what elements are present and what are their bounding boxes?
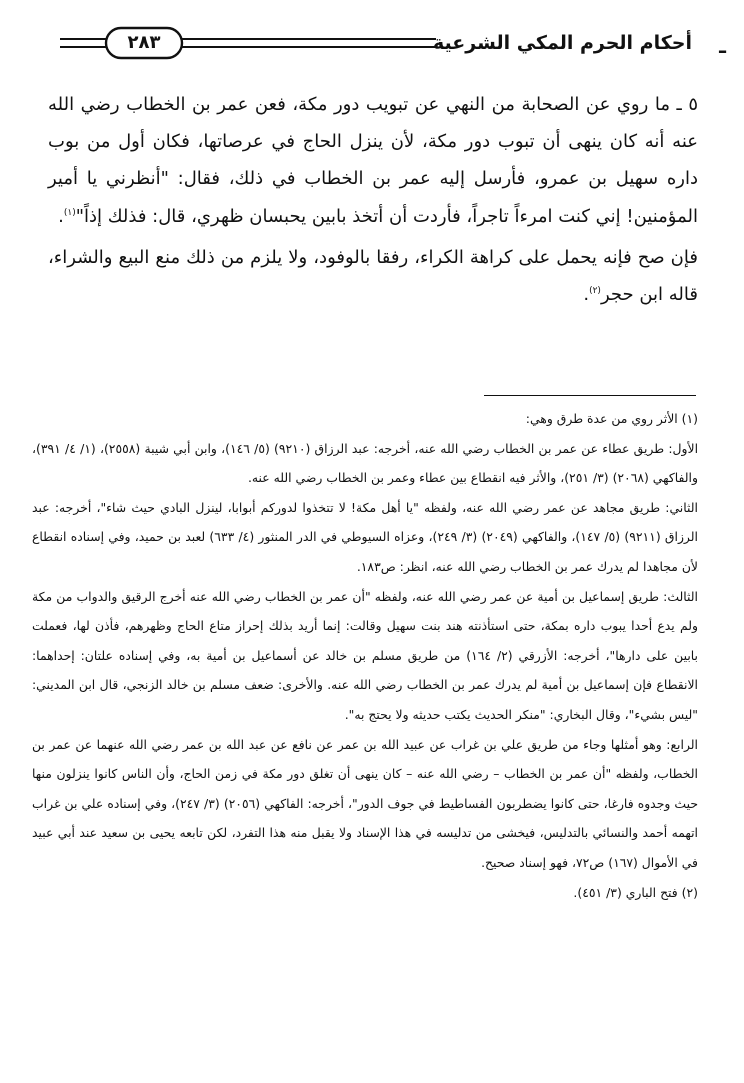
footnote-1-second-route: الثاني: طريق مجاهد عن عمر رضي الله عنه، ولفظه "يا أهل مكة! لا تتخذوا لدوركم أبوابا، لينزل البادي حيث شاء"، أخرجه: عبد الرزاق (٩٢١١) (٥/ ١٤٧)، والفاكهي (٢٠٤٩) (٣/ ٢٤٩)، وعزاه السيوطي في الدر المنثور (٤/ ٦٣٣) لعبد بن حميد، وفي إسناده انقطاع لأن مجاهدا لم يدرك عمر بن الخطاب رضي الله عنه، انظر: ص١٨٣. <box>32 499 698 574</box>
paragraph-2-text: فإن صح فإنه يحمل على كراهة الكراء، رفقا بالوفود، ولا يلزم من ذلك منع البيع والشراء، قاله ابن حجر <box>48 246 698 306</box>
page-header <box>0 14 744 74</box>
footnote-1-third-route: الثالث: طريق إسماعيل بن أمية عن عمر رضي الله عنه، ولفظه "أن عمر بن الخطاب رضي الله عنه أخرج الرقيق والدواب من مكة ولم يدع أحدا يبوب داره بمكة، حتى استأذنته هند بنت سهيل وقالت: إنما أريد بذلك إحراز متاع الحاج وظهرهم، فأذن لها، فعملت بابين على دارها"، أخرجه: الأزرقي (٢/ ١٦٤) من طريق مسلم بن خالد عن أسماعيل بن أمية به، وفي إسناده علتان: إحداهما: الانقطاع فإن إسماعيل بن أمية لم يدرك عمر بن الخطاب رضي الله عنه. والأخرى: ضعف مسلم بن خالد الزنجي، قال ابن المديني: "ليس بشيء"، وقال البخاري: "منكر الحديث يكتب حديثه ولا يحتج به". <box>32 588 698 722</box>
footnote-2: (٢) فتح الباري (٣/ ٤٥١). <box>573 884 698 900</box>
paragraph-1-text: ٥ ـ ما روي عن الصحابة من النهي عن تبويب دور مكة، فعن عمر بن الخطاب رضي الله عنه أنه كان ينهى أن تبوب دور مكة، لأن ينزل الحاج في عرصاتها، فكان أول من بوب داره سهيل بن عمرو، فأرسل إليه عمر بن الخطاب في ذلك، فقال: "أنظرني يا أمير المؤمنين! إني كنت امرءاً تاجراً، فأردت أن أتخذ بابين يحبسان ظهري، قال: فذلك إذاً" <box>48 94 698 227</box>
paragraph-1-end: . <box>58 205 64 227</box>
running-title: أحكام الحرم المكي الشرعية <box>433 32 692 54</box>
footnotes <box>32 404 698 907</box>
footnote-separator <box>484 395 696 396</box>
footnote-1-intro: (١) الأثر روي من عدة طرق وهي: <box>525 411 698 426</box>
footnote-1-first-route: الأول: طريق عطاء عن عمر بن الخطاب رضي الله عنه، أخرجه: عبد الرزاق (٩٢١٠) (٥/ ١٤٦)، وابن أبي شيبة (٢٥٥٨)، (١/ ٤/ ٣٩١)، والفاكهي (٢٠٦٨) (٣/ ٢٥١)، والأثر فيه انقطاع بين عطاء وعمر بن الخطاب رضي الله عنه. <box>32 440 699 486</box>
paragraph-2-end: . <box>583 284 590 306</box>
header-dash: ـ <box>719 34 726 58</box>
footnote-ref-2: (٢) <box>589 286 601 297</box>
footnote-ref-1: (١) <box>63 207 76 218</box>
main-text <box>48 86 698 313</box>
paragraph-1 <box>48 86 698 235</box>
page-number: ٢٨٣ <box>127 32 161 53</box>
paragraph-2 <box>48 239 698 313</box>
footnote-1-fourth-route: الرابع: وهو أمثلها وجاء من طريق علي بن غراب عن عبيد الله بن عمر عن نافع عن عبد الله بن عمر رضي الله عنهما عن عمر بن الخطاب، ولفظه "أن عمر بن الخطاب – رضي الله عنه – كان ينهى أن تغلق دور مكة في زمن الحاج، وأن الناس كانوا ينزلون منها حيث وجدوه فارغا، حتى كانوا يضطربون الفساطيط في جوف الدور"، أخرجه: الفاكهي (٢٠٥٦) (٣/ ٢٤٧)، وفي إسناده علي بن غراب اتهمه أحمد والنسائي بالتدليس، فيخشى من تدليسه في هذا الإسناد ولا يقبل منه هذا التفرد، لكن تابعه يحيى بن سعيد عند أبي عبيد في الأموال (١٦٧) ص٧٢، فهو إسناد صحيح. <box>32 736 698 870</box>
